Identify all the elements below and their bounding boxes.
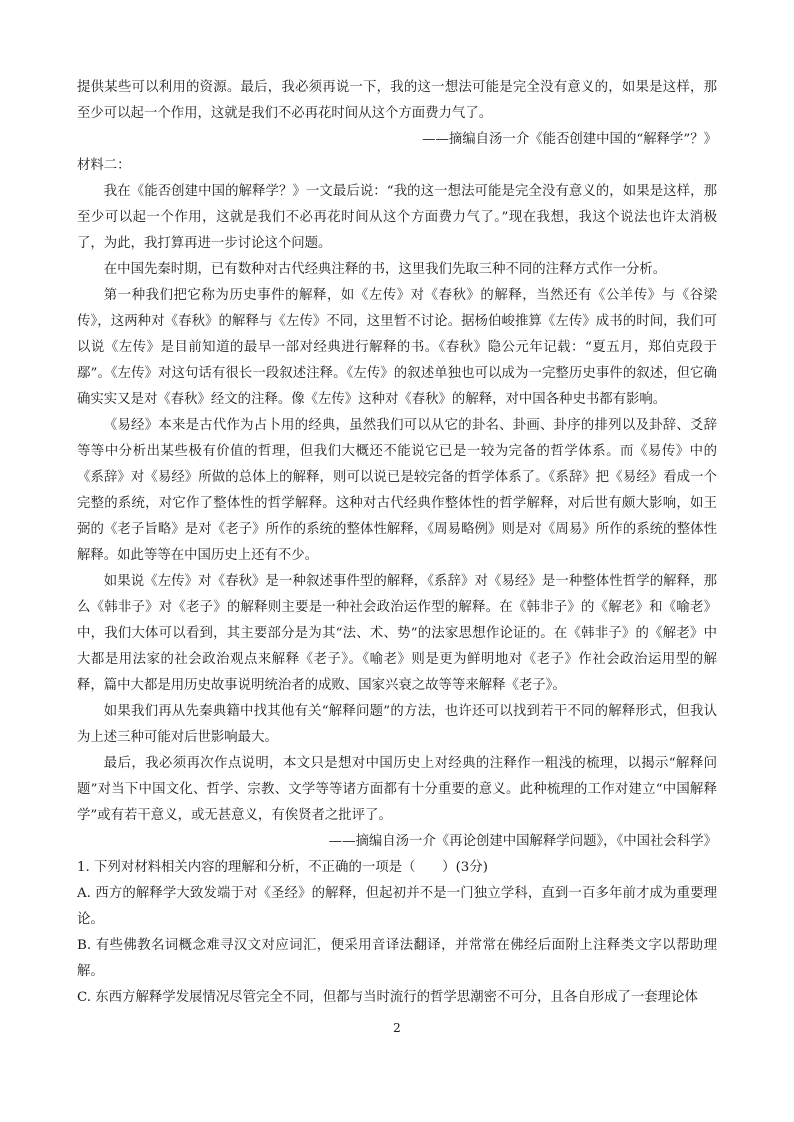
material2-paragraph: 最后，我必须再次作点说明，本文只是想对中国历史上对经典的注释作一粗浅的梳理，以揭示“解释问题”对当下中国文化、哲学、宗教、文学等等诸方面都有十分重要的意义。此种梳理的工作对建立“中国解释学”或有若干意义，或无甚意义，有俟贤者之批评了。 (77, 756, 717, 823)
material2-heading: 材料二： (77, 158, 131, 173)
material2-paragraph: 第一种我们把它称为历史事件的解释，如《左传》对《春秋》的解释，当然还有《公羊传》与《谷梁传》，这两种对《春秋》的解释与《左传》不同，这里暂不讨论。据杨伯峻推算《左传》成书的时间，我们可以说《左传》是目前知道的最早一部对经典进行解释的书。《春秋》隐公元年记载：“夏五月，郑伯克段于鄢”。《左传》对这句话有很长一段叙述注释。《左传》的叙述单独也可以成为一完整历史事件的叙述，但它确确实实又是对《春秋》经文的注释。像《左传》这种对《春秋》的解释，对中国各种史书都有影响。 (77, 288, 717, 407)
page-number: 2 (393, 1021, 401, 1035)
option-c: C. 东西方解释学发展情况尽管完全不同，但都与当时流行的哲学思潮密不可分，且各自形成了一套理论体 (77, 990, 698, 1005)
material2-paragraph: 如果说《左传》对《春秋》是一种叙述事件型的解释，《系辞》对《易经》是一种整体性哲学的解释，那么《韩非子》对《老子》的解释则主要是一种社会政治运作型的解释。在《韩非子》的《解老》和《喻老》中，我们大体可以看到，其主要部分是为其“法、术、势”的法家思想作论证的。在《韩非子》的《解老》中大都是用法家的社会政治观点来解释《老子》。《喻老》则是更为鲜明地对《老子》作社会政治运用型的解释，篇中大都是用历史故事说明统治者的成败、国家兴衰之故等等来解释《老子》。 (77, 574, 717, 693)
material2-paragraph: 我在《能否创建中国的解释学？》一文最后说：“我的这一想法可能是完全没有意义的，如果是这样，那至少可以起一个作用，这就是我们不必再花时间从这个方面费力气了。”现在我想，我这个说法也许太消极了，为此，我打算再进一步讨论这个问题。 (77, 184, 717, 251)
material2-source: ——摘编自汤一介《再论创建中国解释学问题》，《中国社会科学》 (328, 834, 717, 849)
material1-source: ——摘编自汤一介《能否创建中国的“解释学”？》 (422, 132, 717, 147)
continued-paragraph: 提供某些可以利用的资源。最后，我必须再说一下，我的这一想法可能是完全没有意义的，如果是这样，那至少可以起一个作用，这就是我们不必再花时间从这个方面费力气了。 (77, 80, 717, 121)
material2-paragraph: 在中国先秦时期，已有数种对古代经典注释的书，这里我们先取三种不同的注释方式作一分析。 (103, 262, 667, 277)
question-stem: 1. 下列对材料相关内容的理解和分析，不正确的一项是（ ）(3分) (77, 860, 488, 875)
material2-paragraph: 如果我们再从先秦典籍中找其他有关“解释问题”的方法，也许还可以找到若干不同的解释形式，但我认为上述三种可能对后世影响最大。 (77, 704, 717, 745)
option-a: A. 西方的解释学大致发端于对《圣经》的解释，但起初并不是一门独立学科，直到一百多年前才成为重要理论。 (77, 886, 717, 927)
material2-paragraph: 《易经》本来是古代作为占卜用的经典，虽然我们可以从它的卦名、卦画、卦序的排列以及卦辞、爻辞等等中分析出某些极有价值的哲理，但我们大概还不能说它已是一较为完备的哲学体系。而《易传》中的《系辞》对《易经》所做的总体上的解释，则可以说已是较完备的哲学体系了。《系辞》把《易经》看成一个完整的系统，对它作了整体性的哲学解释。这种对古代经典作整体性的哲学解释，对后世有颇大影响，如王弼的《老子旨略》是对《老子》所作的系统的整体性解释，《周易略例》则是对《周易》所作的系统的整体性解释。如此等等在中国历史上还有不少。 (77, 418, 717, 563)
page-content (77, 75, 717, 1011)
option-b: B. 有些佛教名词概念难寻汉文对应词汇，便采用音译法翻译，并常常在佛经后面附上注释类文字以帮助理解。 (77, 938, 717, 979)
